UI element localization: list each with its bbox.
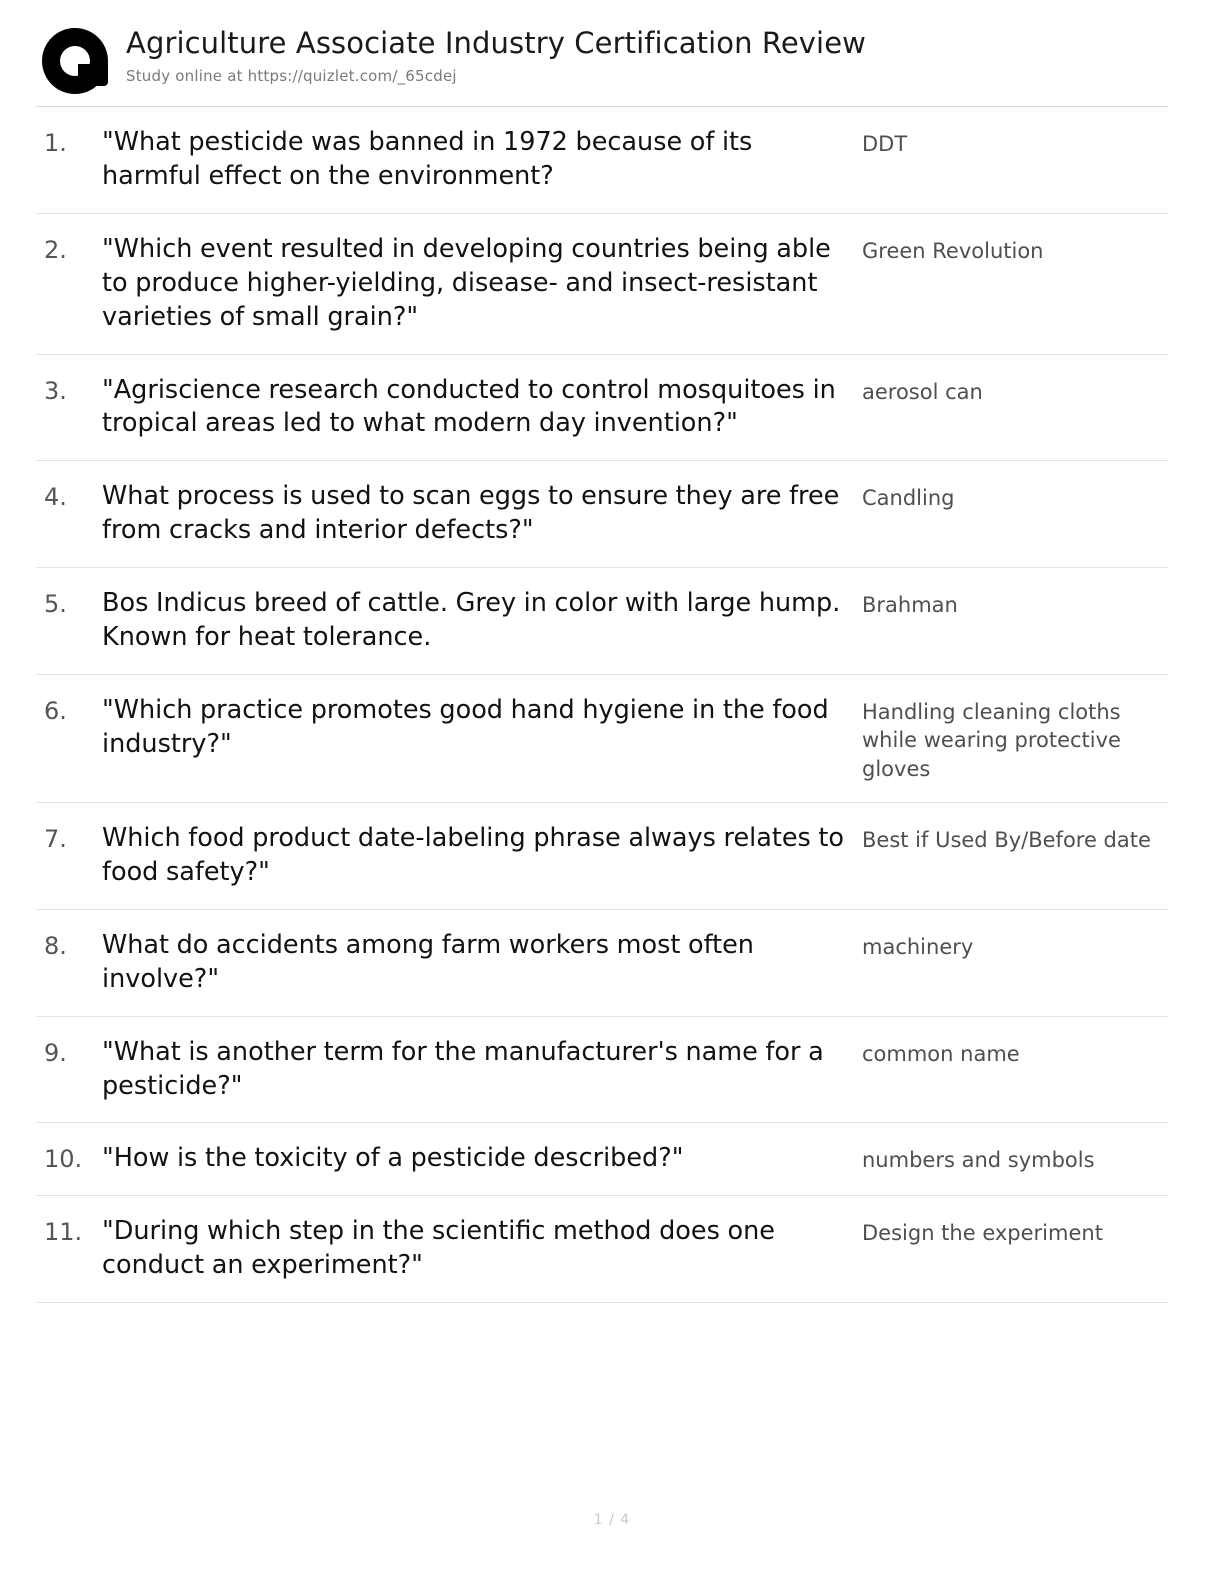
list-item [36, 1195, 1168, 1302]
item-definition: Best if Used By/Before date [862, 828, 1151, 852]
item-term: "How is the toxicity of a pesticide described?" [102, 1143, 684, 1174]
page-footer: 1 / 4 [593, 1512, 631, 1528]
item-term: "During which step in the scientific method does one conduct an experiment?" [102, 1216, 775, 1281]
list-bottom-divider [36, 1302, 1168, 1303]
item-number: 1. [44, 129, 67, 157]
list-item [36, 909, 1168, 1016]
list-item [36, 1122, 1168, 1195]
item-definition: common name [862, 1041, 1020, 1066]
item-term: "Agriscience research conducted to control mosquitoes in tropical areas led to what modern day invention?" [102, 374, 836, 439]
list-item [36, 106, 1168, 213]
item-definition: machinery [862, 934, 974, 959]
list-item [36, 1016, 1168, 1123]
page-title: Agriculture Associate Industry Certification Review [126, 26, 866, 60]
item-definition: Green Revolution [862, 238, 1044, 263]
list-item [36, 354, 1168, 461]
item-term: "What is another term for the manufacturer's name for a pesticide?" [102, 1036, 824, 1101]
item-term: What process is used to scan eggs to ensure they are free from cracks and interior defects?" [102, 481, 840, 546]
list-item [36, 674, 1168, 802]
item-definition: numbers and symbols [862, 1148, 1095, 1173]
item-term: "Which practice promotes good hand hygiene in the food industry?" [102, 694, 829, 759]
item-number: 4. [44, 483, 67, 512]
item-definition: Design the experiment [862, 1221, 1103, 1246]
item-term: Which food product date-labeling phrase always relates to food safety?" [102, 823, 845, 887]
item-number: 2. [44, 235, 67, 264]
list-item [36, 213, 1168, 354]
item-number: 3. [44, 376, 67, 405]
list-item [36, 802, 1168, 909]
item-definition: aerosol can [862, 379, 983, 404]
item-number: 9. [44, 1038, 67, 1067]
item-definition: Candling [862, 486, 955, 511]
item-number: 11. [44, 1218, 83, 1247]
question-answer-list [36, 106, 1168, 1303]
study-link-subtitle: Study online at https://quizlet.com/_65cdej [126, 66, 457, 85]
item-term: What do accidents among farm workers most often involve?" [102, 929, 754, 994]
list-item [36, 567, 1168, 674]
item-term: "Which event resulted in developing countries being able to produce higher-yielding, disease- and insect-resistant varieties of small grain?" [102, 233, 831, 332]
item-definition: Brahman [862, 593, 958, 618]
quizlet-q-logo-icon [38, 24, 112, 98]
item-definition: DDT [862, 132, 908, 156]
item-number: 5. [44, 590, 67, 619]
item-number: 7. [44, 825, 67, 853]
item-term: Bos Indicus breed of cattle. Grey in color with large hump. Known for heat tolerance. [102, 588, 841, 653]
item-number: 6. [44, 696, 67, 725]
item-term: "What pesticide was banned in 1972 because of its harmful effect on the environment? [102, 127, 753, 191]
list-item [36, 460, 1168, 567]
header-text-block [126, 22, 866, 85]
item-definition: Handling cleaning cloths while wearing protective gloves [862, 699, 1121, 781]
item-number: 8. [44, 931, 67, 960]
item-number: 10. [44, 1145, 83, 1174]
document-header [36, 22, 1168, 98]
